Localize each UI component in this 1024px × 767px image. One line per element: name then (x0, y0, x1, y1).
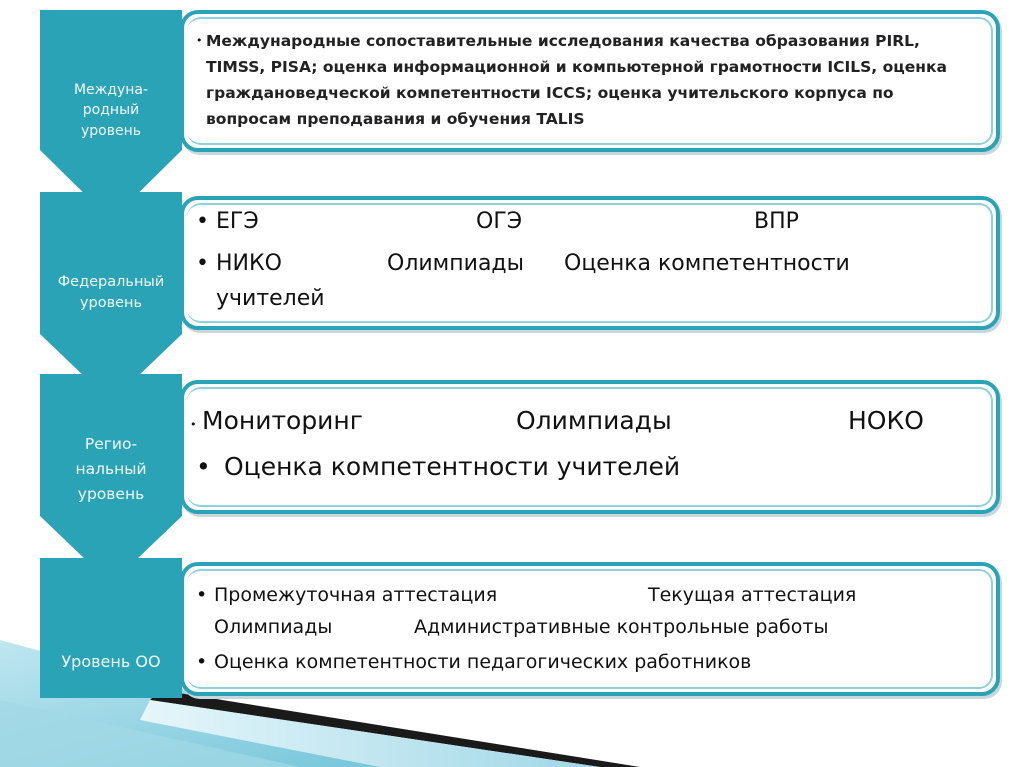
item-interim-attestation: Промежуточная аттестация (214, 584, 498, 606)
chevron-regional (40, 374, 182, 584)
item-vpr: ВПР (754, 209, 799, 234)
item-competence: Оценка компетентности педагогических работников (214, 651, 752, 673)
bullet: • (196, 251, 209, 276)
bullet: • (196, 651, 208, 673)
international-text-line: вопросам преподавания и обучения TALIS (206, 110, 585, 128)
bullet: • (196, 452, 211, 481)
international-text-line: граждановедческой компетентности ICCS; оценка учительского корпуса по (206, 84, 894, 102)
item-olympiads: Олимпиады (214, 616, 333, 638)
chevron-label-line: уровень (77, 484, 145, 503)
chevron-label-line: Регио- (84, 435, 138, 453)
international-text-line: TIMSS, PISA; оценка информационной и компьютерной грамотности ICILS, оценка (206, 58, 947, 76)
box-regional (180, 380, 1000, 514)
item-current-attestation: Текущая аттестация (648, 584, 857, 606)
chevron-federal (40, 192, 182, 402)
item-niko: НИКО (216, 251, 282, 276)
item-olympiads: Олимпиады (387, 251, 525, 276)
item-competence: Оценка компетентности учителей (224, 452, 681, 481)
chevron-label-line: Уровень ОО (61, 652, 161, 671)
international-text-line: Международные сопоставительные исследования качества образования PIRL, (206, 32, 920, 50)
item-admin-tests: Административные контрольные работы (414, 616, 829, 638)
item-ege: ЕГЭ (216, 209, 259, 234)
item-noko: НОКО (848, 406, 924, 435)
item-teachers: учителей (216, 286, 325, 311)
item-monitoring: Мониторинг (202, 406, 363, 435)
chevron-label-line: родный (82, 102, 140, 119)
chevron-label-line: уровень (79, 295, 143, 312)
bullet: • (196, 34, 203, 47)
chevron-label-line: Междуна- (73, 82, 149, 98)
bullet: • (196, 584, 208, 606)
item-oge: ОГЭ (476, 209, 523, 234)
item-competence: Оценка компетентности (564, 251, 850, 276)
item-olympiads: Олимпиады (516, 406, 672, 435)
chevron-school (40, 558, 182, 698)
bullet: • (196, 209, 209, 234)
chevron-label-line: уровень (80, 122, 141, 139)
chevron-international (40, 10, 182, 220)
chevron-label-line: нальный (75, 459, 147, 478)
bullet: • (190, 418, 197, 431)
chevron-label-line: Федеральный (57, 274, 165, 290)
